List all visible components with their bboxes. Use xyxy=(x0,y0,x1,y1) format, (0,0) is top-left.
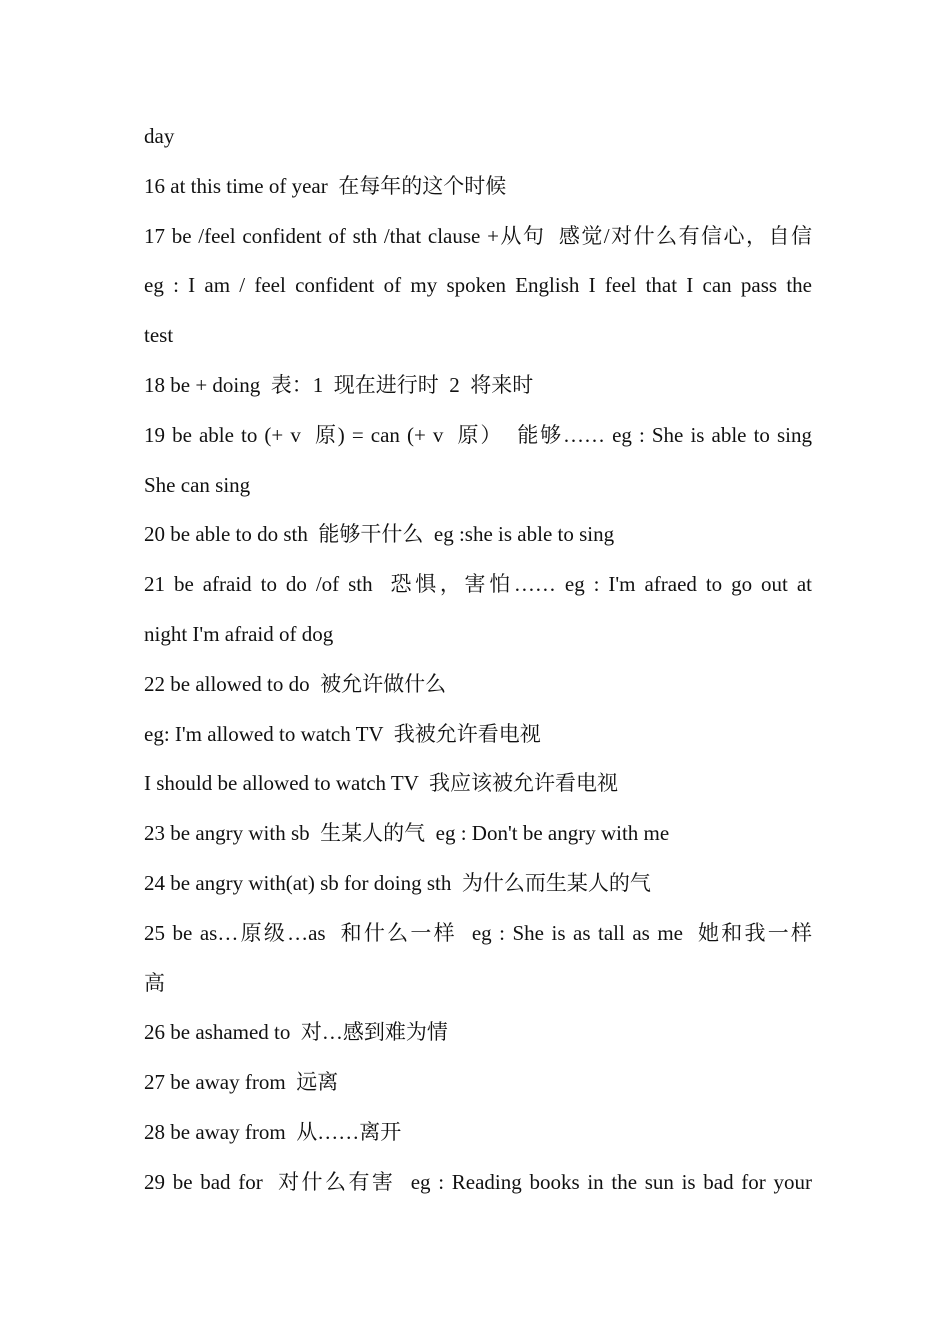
text-line: 26 be ashamed to 对…感到难为情 xyxy=(144,1020,448,1045)
text-line: 25 be as…原级…as 和什么一样 eg : She is as tall as me 她和我一样 xyxy=(144,920,812,945)
text-line: 27 be away from 远离 xyxy=(144,1070,339,1095)
text-line: 20 be able to do sth 能够干什么 eg :she is able to sing xyxy=(144,522,615,547)
text-line: eg : I am / feel confident of my spoken English I feel that I can pass the xyxy=(144,273,812,298)
text-line: 19 be able to (+ v 原) = can (+ v 原） 能够…… eg : She is able to sing xyxy=(144,422,812,447)
text-line: 22 be allowed to do 被允许做什么 xyxy=(144,671,447,696)
text-line: 28 be away from 从……离开 xyxy=(144,1119,402,1144)
text-line: test xyxy=(144,323,174,348)
text-line: night I'm afraid of dog xyxy=(144,621,334,646)
text-line: 17 be /feel confident of sth /that clause +从句 感觉/对什么有信心，自信 xyxy=(144,223,812,248)
text-line: 23 be angry with sb 生某人的气 eg : Don't be angry with me xyxy=(144,821,670,846)
text-line: 高 xyxy=(144,970,165,995)
text-line: 21 be afraid to do /of sth 恐惧，害怕…… eg : I'm afraed to go out at xyxy=(144,572,812,597)
text-line: day xyxy=(144,124,175,148)
text-line: 16 at this time of year 在每年的这个时候 xyxy=(144,173,507,198)
text-line: 18 be + doing 表：1 现在进行时 2 将来时 xyxy=(144,372,534,397)
text-line: 24 be angry with(at) sb for doing sth 为什么而生某人的气 xyxy=(144,870,651,895)
text-line: eg: I'm allowed to watch TV 我被允许看电视 xyxy=(144,721,541,746)
text-line: She can sing xyxy=(144,472,251,497)
text-line: I should be allowed to watch TV 我应该被允许看电视 xyxy=(144,771,619,796)
document-body xyxy=(144,112,812,1208)
text-line: 29 be bad for 对什么有害 eg : Reading books in the sun is bad for your xyxy=(144,1169,812,1194)
